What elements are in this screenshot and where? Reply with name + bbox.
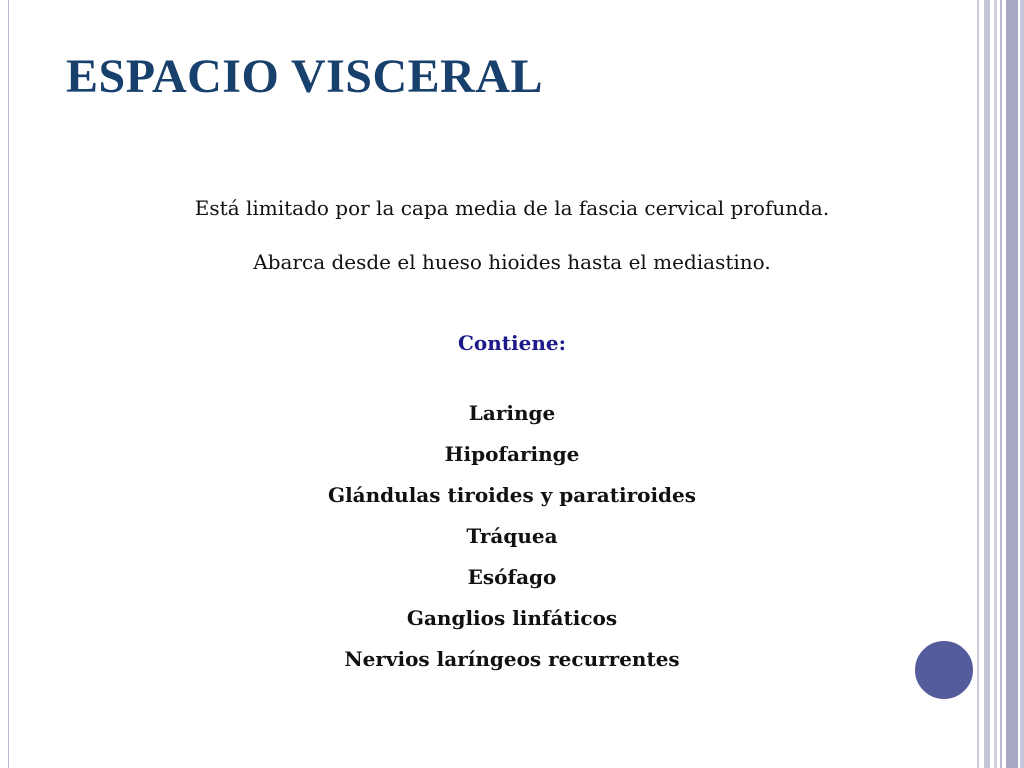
list-item: Glándulas tiroides y paratiroides <box>327 483 697 507</box>
description-paragraph-1: Está limitado por la capa media de la fascia cervical profunda. <box>194 196 830 220</box>
contains-label: Contiene: <box>457 331 566 355</box>
list-item: Nervios laríngeos recurrentes <box>344 647 680 671</box>
list-item: Ganglios linfáticos <box>406 606 618 630</box>
slide-title: ESPACIO VISCERAL <box>66 50 544 103</box>
contents-list <box>0 393 1024 680</box>
list-item: Esófago <box>467 565 557 589</box>
description-paragraph-2: Abarca desde el hueso hioides hasta el mediastino. <box>253 250 771 274</box>
list-item: Tráquea <box>466 524 558 548</box>
list-item: Hipofaringe <box>444 442 580 466</box>
list-item: Laringe <box>468 401 556 425</box>
